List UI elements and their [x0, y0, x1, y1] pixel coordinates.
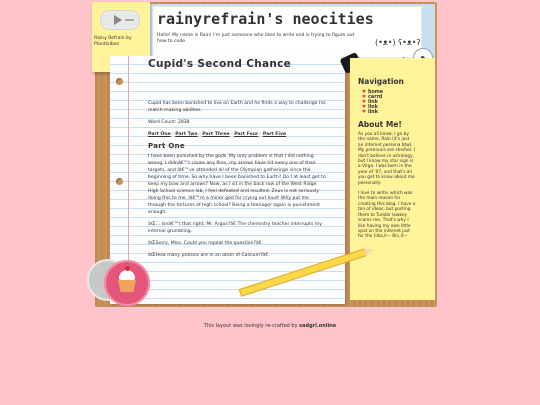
footer-link[interactable]: sadgrl.online [299, 323, 337, 329]
nav-link[interactable]: carrd [368, 95, 383, 100]
section-title: Part One [148, 142, 185, 150]
story-paragraph: âŒHow many protons are in an atom of Calcium?â€ [148, 253, 269, 258]
cupcake-icon [119, 270, 135, 280]
player-caption: Rainy Refrain by Plantlvibes [94, 36, 132, 47]
story-paragraph: âŒSorry, Miss. Could you repeat the question?â€ [148, 241, 262, 246]
part-separator: - [197, 132, 203, 137]
about-paragraph: As you all know, I go by the name, Rain (it's just an internet persona btw). My pronouns are she/her. I don't believe in astrology, but I know my star sign is a Virgo. I was born in the year of '07, and that's all you get to know about me personally. [358, 132, 416, 186]
story-paragraph: I have been punished by the gods. My only problem is that I did nothing wrong. I didnâ€™t cause any fires, my arrows have hit every one of their targets, and Iâ€™ve attended all of the Olympian gatherings since the beginning of time. So why have I been banished to Earth? Do I at least get to keep my bow and arrows? Now, as I sit in the back row of the West Ridge High School science lab, I feel defeated and insulted. Zeus is not seriously doing this to me. Iâ€™m a minor god for crying out loud! Why put me through the tortures of high school? Being a teenager again is punishment enough. [148, 154, 326, 215]
nav-link[interactable]: link [368, 100, 378, 105]
site-intro: Hello! My name is Rain! I'm just someone who likes to write and is trying to figure out how to code. [157, 33, 355, 44]
story-paragraph: âŒ... Isnâ€™t that right, Mr. Argus?â€ The chemistry teacher interrupts my internal grumbling. [148, 222, 323, 234]
nav-item-link[interactable] [368, 110, 383, 115]
nav-link[interactable]: home [368, 90, 383, 95]
paper-hole [116, 78, 123, 85]
part-one-link[interactable]: Part One [148, 132, 171, 137]
play-icon[interactable] [114, 15, 122, 25]
paper-hole [116, 178, 123, 185]
post-content [148, 100, 326, 264]
cherry-icon [125, 266, 130, 271]
nav-link[interactable]: link [368, 110, 378, 115]
nav-list [368, 90, 383, 115]
word-count: Word Count: 2838 [148, 120, 190, 125]
page-layout [95, 2, 437, 307]
post-summary: Cupid has been banished to live on Earth and he finds a way to challenge his match-making abilities. [148, 101, 326, 113]
footer [0, 323, 540, 329]
player-progress [125, 19, 134, 21]
nav-heading: Navigation [358, 77, 404, 86]
about-heading: About Me! [358, 120, 402, 129]
part-links [148, 131, 326, 138]
cupcake-badge [104, 260, 150, 306]
about-paragraph: I love to write, which was the main reason for creating this blog. I have a ton of ideas, but posting them to Tumblr lowkey scares me. That's why I like having my own little spot on the internet just for the (lika,ll— B(c,ll— [358, 191, 416, 240]
part-two-link[interactable]: Part Two [175, 132, 198, 137]
about-text [358, 132, 416, 245]
part-four-link[interactable]: Part Four [234, 132, 259, 137]
kaomoji-decoration: (•ᴥ•) ʕ•ᴥ•ʔ [375, 38, 421, 47]
part-separator: - [170, 132, 176, 137]
part-five-link[interactable]: Part Five [262, 132, 287, 137]
cupcake-cup-icon [118, 280, 136, 292]
sidebar [350, 58, 435, 300]
post-title: Cupid's Second Chance [148, 58, 292, 70]
part-separator: - [229, 132, 235, 137]
part-three-link[interactable]: Part Three [202, 132, 230, 137]
site-title: rainyrefrain's neocities [157, 10, 374, 28]
nav-link[interactable]: link [368, 105, 378, 110]
footer-credit: This layout was lovingly re-crafted by [203, 323, 298, 329]
part-separator: - [258, 132, 263, 137]
site-header [152, 6, 422, 58]
music-player[interactable] [100, 10, 140, 30]
